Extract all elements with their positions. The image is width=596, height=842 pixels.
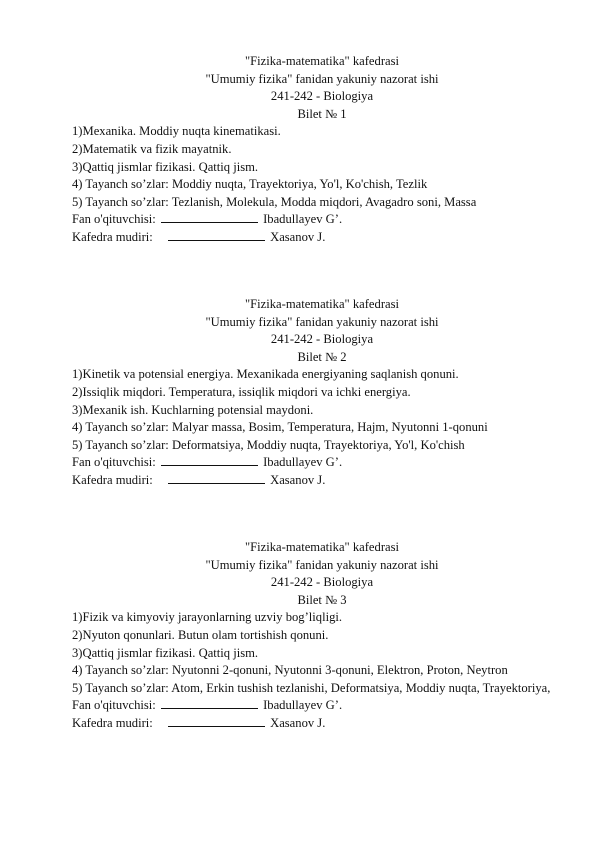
head-signature-line <box>168 472 265 484</box>
teacher-signature-line <box>161 211 258 223</box>
keywords-5: 5) Tayanch so’zlar: Tezlanish, Molekula, Modda miqdori, Avagadro soni, Massa <box>72 194 477 209</box>
group-heading: 241-242 - Biologiya <box>270 332 374 347</box>
teacher-signature-line <box>161 697 258 709</box>
head-name: Xasanov J. <box>270 472 326 487</box>
question-2: 2)Nyuton qonunlari. Butun olam tortishish qonuni. <box>72 627 329 642</box>
teacher-label: Fan o'qituvchisi: <box>72 455 156 470</box>
question-3: 3)Qattiq jismlar fizikasi. Qattiq jism. <box>72 645 259 660</box>
question-2: 2)Issiqlik miqdori. Temperatura, issiqlik miqdori va ichki energiya. <box>72 384 411 399</box>
teacher-signature-line <box>161 454 258 466</box>
head-name: Xasanov J. <box>270 229 326 244</box>
teacher-name: Ibadullayev G’. <box>263 212 343 227</box>
teacher-label: Fan o'qituvchisi: <box>72 212 156 227</box>
department-heading: "Fizika-matematika" kafedrasi <box>245 540 399 554</box>
teacher-signature-row <box>72 211 582 229</box>
question-1: 1)Fizik va kimyoviy jarayonlarning uzviy bog’liqligi. <box>72 610 343 625</box>
course-heading: "Umumiy fizika" fanidan yakuniy nazorat ishi <box>205 314 439 329</box>
keywords-4: 4) Tayanch so’zlar: Nyutonni 2-qonuni, Nyutonni 3-qonuni, Elektron, Proton, Neytron <box>72 663 508 678</box>
teacher-signature-row <box>72 697 582 715</box>
question-3: 3)Qattiq jismlar fizikasi. Qattiq jism. <box>72 159 259 174</box>
head-signature-row <box>72 229 582 247</box>
question-2: 2)Matematik va fizik mayatnik. <box>72 141 232 156</box>
teacher-name: Ibadullayev G’. <box>263 455 343 470</box>
course-heading: "Umumiy fizika" fanidan yakuniy nazorat ishi <box>205 71 439 86</box>
keywords-4: 4) Tayanch so’zlar: Moddiy nuqta, Trayektoriya, Yo'l, Ko'chish, Tezlik <box>72 177 428 192</box>
ticket-2 <box>72 296 582 490</box>
group-heading: 241-242 - Biologiya <box>270 575 374 590</box>
keywords-5: 5) Tayanch so’zlar: Atom, Erkin tushish tezlanishi, Deformatsiya, Moddiy nuqta, Trayektoriya, <box>72 680 551 695</box>
department-heading: "Fizika-matematika" kafedrasi <box>245 54 399 68</box>
head-label: Kafedra mudiri: <box>72 715 153 730</box>
head-signature-line <box>168 715 265 727</box>
teacher-signature-row <box>72 454 582 472</box>
teacher-label: Fan o'qituvchisi: <box>72 698 156 713</box>
course-heading: "Umumiy fizika" fanidan yakuniy nazorat ishi <box>205 557 439 572</box>
head-label: Kafedra mudiri: <box>72 229 153 244</box>
head-name: Xasanov J. <box>270 715 326 730</box>
keywords-5: 5) Tayanch so’zlar: Deformatsiya, Moddiy nuqta, Trayektoriya, Yo'l, Ko'chish <box>72 437 465 452</box>
keywords-4: 4) Tayanch so’zlar: Malyar massa, Bosim, Temperatura, Hajm, Nyutonni 1-qonuni <box>72 420 488 435</box>
ticket-3 <box>72 539 582 733</box>
question-1: 1)Kinetik va potensial energiya. Mexanikada energiyaning saqlanish qonuni. <box>72 367 459 382</box>
head-signature-line <box>168 229 265 241</box>
ticket-number: Bilet № 2 <box>297 349 347 364</box>
question-3: 3)Mexanik ish. Kuchlarning potensial maydoni. <box>72 402 314 417</box>
department-heading: "Fizika-matematika" kafedrasi <box>245 297 399 311</box>
ticket-1 <box>72 53 582 247</box>
ticket-number: Bilet № 3 <box>297 592 347 607</box>
head-label: Kafedra mudiri: <box>72 472 153 487</box>
ticket-number: Bilet № 1 <box>297 106 347 121</box>
head-signature-row <box>72 472 582 490</box>
teacher-name: Ibadullayev G’. <box>263 698 343 713</box>
question-1: 1)Mexanika. Moddiy nuqta kinematikasi. <box>72 124 281 139</box>
head-signature-row <box>72 715 582 733</box>
group-heading: 241-242 - Biologiya <box>270 89 374 104</box>
